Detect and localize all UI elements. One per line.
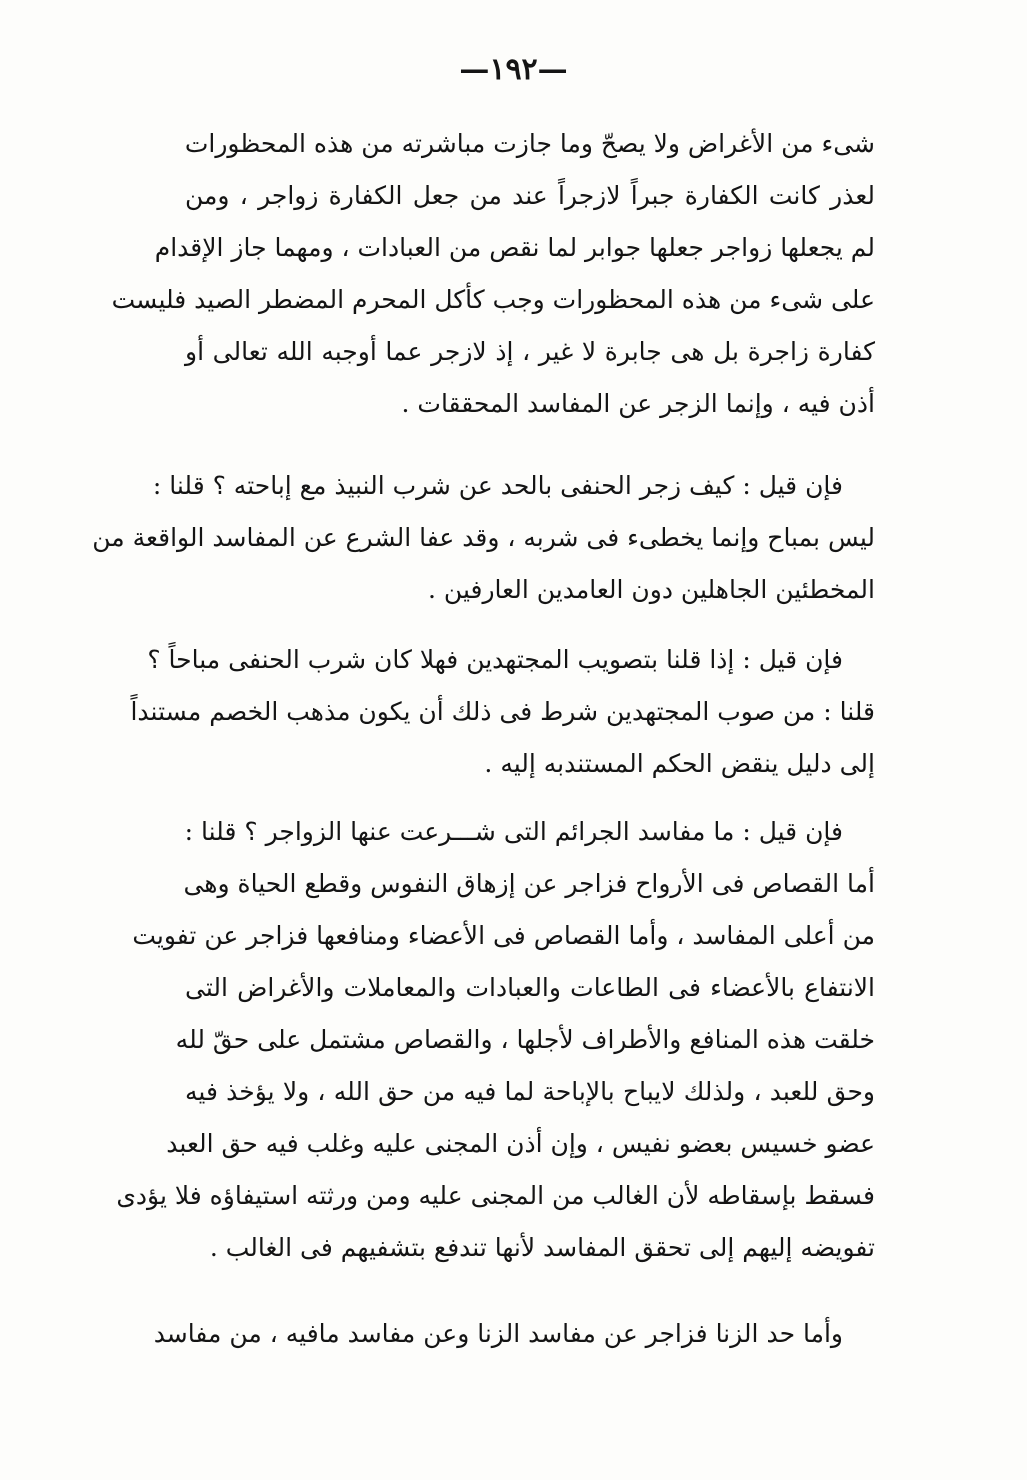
paragraph-5	[153, 1308, 875, 1360]
text-line: قلنا : من صوب المجتهدين شرط فى ذلك أن يكون مذهب الخصم مستنداً	[130, 697, 875, 726]
text-line: وحق للعبد ، ولذلك لايباح بالإباحة لما فيه من حق الله ، ولا يؤخذ فيه	[185, 1077, 875, 1106]
text-line: إلى دليل ينقض الحكم المستندبه إليه .	[484, 749, 875, 778]
text-line: كفارة زاجرة بل هى جابرة لا غير ، إذ لازجر عما أوجبه الله تعالى أو	[185, 337, 875, 366]
paragraph-4	[116, 806, 875, 1274]
text-line: من أعلى المفاسد ، وأما القصاص فى الأعضاء ومنافعها فزاجر عن تفويت	[132, 921, 875, 950]
text-line: أما القصاص فى الأرواح فزاجر عن إزهاق النفوس وقطع الحياة وهى	[183, 869, 875, 898]
text-line: ليس بمباح وإنما يخطىء فى شربه ، وقد عفا الشرع عن المفاسد الواقعة من	[92, 523, 875, 552]
paragraph-3	[130, 634, 875, 790]
text-line: لعذر كانت الكفارة جبراً لازجراً عند من جعل الكفارة زواجر ، ومن	[185, 181, 875, 210]
text-line: الانتفاع بالأعضاء فى الطاعات والعبادات والمعاملات والأغراض التى	[185, 973, 875, 1002]
paragraph-2	[92, 460, 875, 616]
text-line: فإن قيل : كيف زجر الحنفى بالحد عن شرب النبيذ مع إباحته ؟ قلنا :	[152, 471, 843, 500]
text-line: أذن فيه ، وإنما الزجر عن المفاسد المحققات .	[401, 389, 875, 418]
page-number: —١٩٢—	[459, 52, 568, 87]
text-line: خلقت هذه المنافع والأطراف لأجلها ، والقصاص مشتمل على حقّ لله	[175, 1025, 875, 1054]
text-line: فإن قيل : إذا قلنا بتصويب المجتهدين فهلا كان شرب الحنفى مباحاً ؟	[147, 645, 843, 674]
text-line: وأما حد الزنا فزاجر عن مفاسد الزنا وعن مفاسد مافيه ، من مفاسد	[153, 1319, 843, 1348]
text-line: لم يجعلها زواجر جعلها جوابر لما نقص من العبادات ، ومهما جاز الإقدام	[154, 233, 875, 262]
paragraph-1	[111, 118, 875, 430]
text-line: شىء من الأغراض ولا يصحّ وما جازت مباشرته من هذه المحظورات	[184, 129, 875, 158]
text-line: المخطئين الجاهلين دون العامدين العارفين .	[428, 575, 875, 604]
text-line: فإن قيل : ما مفاسد الجرائم التى شـــرعت عنها الزواجر ؟ قلنا :	[184, 817, 843, 846]
text-line: عضو خسيس بعضو نفيس ، وإن أذن المجنى عليه وغلب فيه حق العبد	[166, 1129, 875, 1158]
text-line: فسقط بإسقاطه لأن الغالب من المجنى عليه ومن ورثته استيفاؤه فلا يؤدى	[116, 1181, 875, 1210]
text-line: تفويضه إليهم إلى تحقق المفاسد لأنها تندفع بتشفيهم فى الغالب .	[209, 1233, 875, 1262]
text-line: على شىء من هذه المحظورات وجب كأكل المحرم المضطر الصيد فليست	[111, 285, 875, 314]
